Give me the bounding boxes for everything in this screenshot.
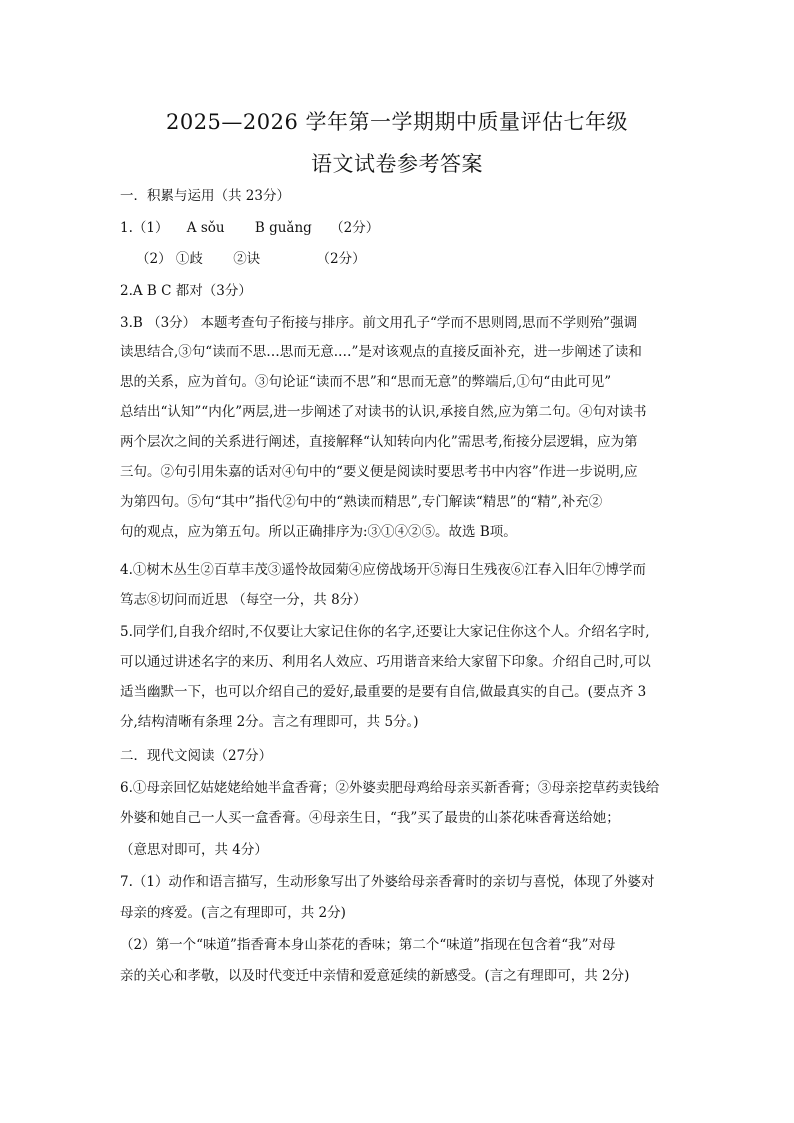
q7-line: （2）第一个“味道”指香膏本身山茶花的香味；第二个“味道”指现在包含着“我”对母 xyxy=(120,937,616,953)
q3-line: 句的观点，应为第五句。所以正确排序为:③①④②⑤。故选 B项。 xyxy=(120,524,517,540)
q7-line: 7.（1）动作和语言描写，生动形象写出了外婆给母亲香膏时的亲切与喜悦，体现了外婆对 xyxy=(120,874,655,890)
q5-line: 5.同学们,自我介绍时,不仅要让大家记住你的名字,还要让大家记住你这个人。介绍名字时, xyxy=(120,624,650,640)
q6-line: 外婆和她自己一人买一盒香膏。④母亲生日，“我”买了最贵的山茶花味香膏送给她； xyxy=(120,810,620,826)
q7-line: 亲的关心和孝敬，以及时代变迁中亲情和爱意延续的新感受。(言之有理即可，共 2分) xyxy=(120,968,630,984)
q5-line: 分,结构清晰有条理 2分。言之有理即可，共 5分。) xyxy=(120,714,419,730)
q1-part1 xyxy=(120,218,680,238)
q3-line: 两个层次之间的关系进行阐述，直接解释“认知转向内化”需思考,衔接分层逻辑，应为第 xyxy=(120,434,638,450)
q5-line: 可以通过讲述名字的来历、利用名人效应、巧用谐音来给大家留下印象。介绍自己时,可以 xyxy=(120,654,651,670)
section2-heading: 二．现代文阅读（27分） xyxy=(120,748,273,764)
q1-part2-b: ②诀 xyxy=(233,251,261,267)
q1-part1-a: A sǒu xyxy=(186,220,225,236)
q3-line: 读思结合,③句“读而不思…思而无意.…”是对该观点的直接反面补充，进一步阐述了读和 xyxy=(120,344,642,360)
q2-answer: 2.A B C 都对（3分） xyxy=(120,283,252,299)
document-title: 2025—2026 学年第一学期期中质量评估七年级 xyxy=(165,110,629,134)
q4-line: 笃志⑧切问而近思 （每空一分，共 8分） xyxy=(120,592,367,608)
q5-line: 适当幽默一下，也可以介绍自己的爱好,最重要的是要有自信,做最真实的自己。(要点齐 3 xyxy=(120,684,647,700)
section1-heading: 一．积累与运用（共 23分） xyxy=(120,188,290,204)
q3-line: 总结出“认知”“内化”两层,进一步阐述了对读书的认识,承接自然,应为第二句。④句对读书 xyxy=(120,404,647,420)
q1-part1-score: （2分） xyxy=(330,220,380,236)
q1-part2 xyxy=(136,249,696,269)
q4-line: 4.①树木丛生②百草丰茂③遥怜故园菊④应傍战场开⑤海日生残夜⑥江春入旧年⑦博学而 xyxy=(120,562,646,578)
q6-line: （意思对即可，共 4分） xyxy=(120,842,268,858)
q1-part1-b: B guǎng xyxy=(254,220,312,236)
q1-part2-prefix: （2） xyxy=(136,251,172,267)
q3-line: 3.B （3分） 本题考查句子衔接与排序。前文用孔子“学而不思则罔,思而不学则殆”强调 xyxy=(120,315,638,331)
document-subtitle: 语文试卷参考答案 xyxy=(311,152,483,176)
q6-line: 6.①母亲回忆姑姥姥给她半盒香膏；②外婆卖肥母鸡给母亲买新香膏；③母亲挖草药卖钱给 xyxy=(120,780,660,796)
q3-line: 三句。②句引用朱嘉的话对④句中的“要义便是阅读时要思考书中内容”作进一步说明,应 xyxy=(120,464,638,480)
q1-part2-score: （2分） xyxy=(316,251,366,267)
q1-part1-prefix: 1.（1） xyxy=(120,220,169,236)
q3-line: 思的关系，应为首句。③句论证“读而不思”和“思而无意”的弊端后,①句“由此可见” xyxy=(120,374,612,390)
q1-part2-a: ①歧 xyxy=(175,251,203,267)
q7-line: 母亲的疼爱。(言之有理即可，共 2分) xyxy=(120,905,346,921)
q3-line: 为第四句。⑤句“其中”指代②句中的“熟读而精思”,专门解读“精思”的“精”,补充② xyxy=(120,494,603,510)
